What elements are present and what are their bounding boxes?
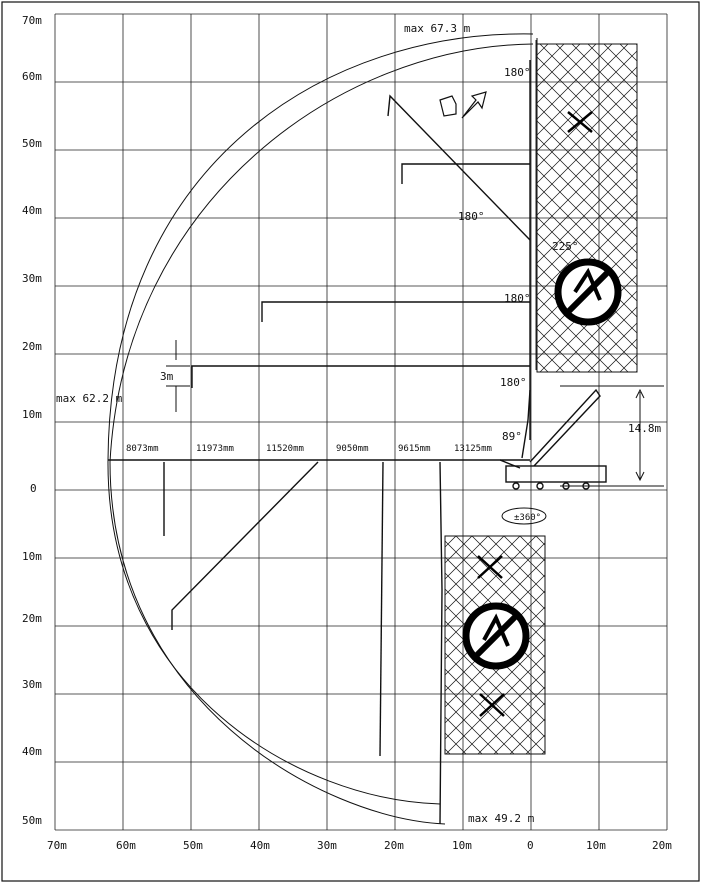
y-label-40: 40m bbox=[22, 204, 42, 217]
y-label-50: 50m bbox=[22, 137, 42, 150]
x-label-plus20: 20m bbox=[652, 839, 672, 852]
angle-label-5: 225° bbox=[552, 240, 579, 253]
x-label-plus10: 10m bbox=[586, 839, 606, 852]
outrigger-height-dimension bbox=[560, 386, 664, 486]
angle-label-4: 180° bbox=[500, 376, 527, 389]
y-label-20: 20m bbox=[22, 340, 42, 353]
truck-wheel-2 bbox=[537, 483, 543, 489]
angle-label-3: 180° bbox=[504, 292, 531, 305]
y-axis-labels bbox=[22, 14, 42, 827]
y-label-minus30: 30m bbox=[22, 678, 42, 691]
hand-arrow bbox=[462, 92, 486, 118]
max-reach-label: max 62.2 m bbox=[56, 392, 123, 405]
truck-folded-boom bbox=[530, 390, 600, 466]
angle-label-6: 89° bbox=[502, 430, 522, 443]
outrigger-height-label: 14.8m bbox=[628, 422, 662, 435]
x-label-20: 20m bbox=[384, 839, 404, 852]
truck-body bbox=[506, 466, 606, 482]
y-label-70: 70m bbox=[22, 14, 42, 27]
y-label-0: 0 bbox=[30, 482, 37, 495]
y-label-minus40: 40m bbox=[22, 745, 42, 758]
hand-shape bbox=[440, 96, 456, 116]
max-height-label: max 67.3 m bbox=[404, 22, 471, 35]
boom-lower-joint bbox=[522, 390, 530, 458]
prohibition-sign-lower bbox=[466, 606, 526, 666]
boom-folded-down-2 bbox=[380, 462, 383, 756]
prohibition-sign-upper bbox=[558, 262, 618, 322]
section-label-6: 13125mm bbox=[454, 444, 492, 454]
y-label-minus10: 10m bbox=[22, 550, 42, 563]
x-label-10: 10m bbox=[452, 839, 472, 852]
x-label-40: 40m bbox=[250, 839, 270, 852]
y-label-10: 10m bbox=[22, 408, 42, 421]
x-label-60: 60m bbox=[116, 839, 136, 852]
y-label-minus20: 20m bbox=[22, 612, 42, 625]
x-label-30: 30m bbox=[317, 839, 337, 852]
angle-label-2: 180° bbox=[458, 210, 485, 223]
x-label-70: 70m bbox=[47, 839, 67, 852]
section-label-4: 9050mm bbox=[336, 444, 369, 454]
upper-boom-positions bbox=[192, 40, 536, 458]
x-label-0: 0 bbox=[527, 839, 534, 852]
section-label-3: 11520mm bbox=[266, 444, 304, 454]
section-label-1: 8073mm bbox=[126, 444, 159, 454]
x-label-50: 50m bbox=[183, 839, 203, 852]
section-label-5: 9615mm bbox=[398, 444, 431, 454]
rotation-label: ±360° bbox=[514, 513, 542, 523]
boom-folded-down-3 bbox=[440, 462, 442, 824]
boom-folded-down-1 bbox=[172, 462, 318, 630]
boom-horizontal-18m bbox=[192, 366, 530, 388]
y-label-30: 30m bbox=[22, 272, 42, 285]
x-axis-labels bbox=[47, 839, 672, 852]
gap-label: 3m bbox=[160, 370, 174, 383]
y-label-60: 60m bbox=[22, 70, 42, 83]
truck-wheel-1 bbox=[513, 483, 519, 489]
boom-horizontal-27m bbox=[262, 302, 530, 322]
angle-label-1: 180° bbox=[504, 66, 531, 79]
section-label-2: 11973mm bbox=[196, 444, 234, 454]
y-label-minus50: 50m bbox=[22, 814, 42, 827]
max-depth-label: max 49.2 m bbox=[468, 812, 535, 825]
